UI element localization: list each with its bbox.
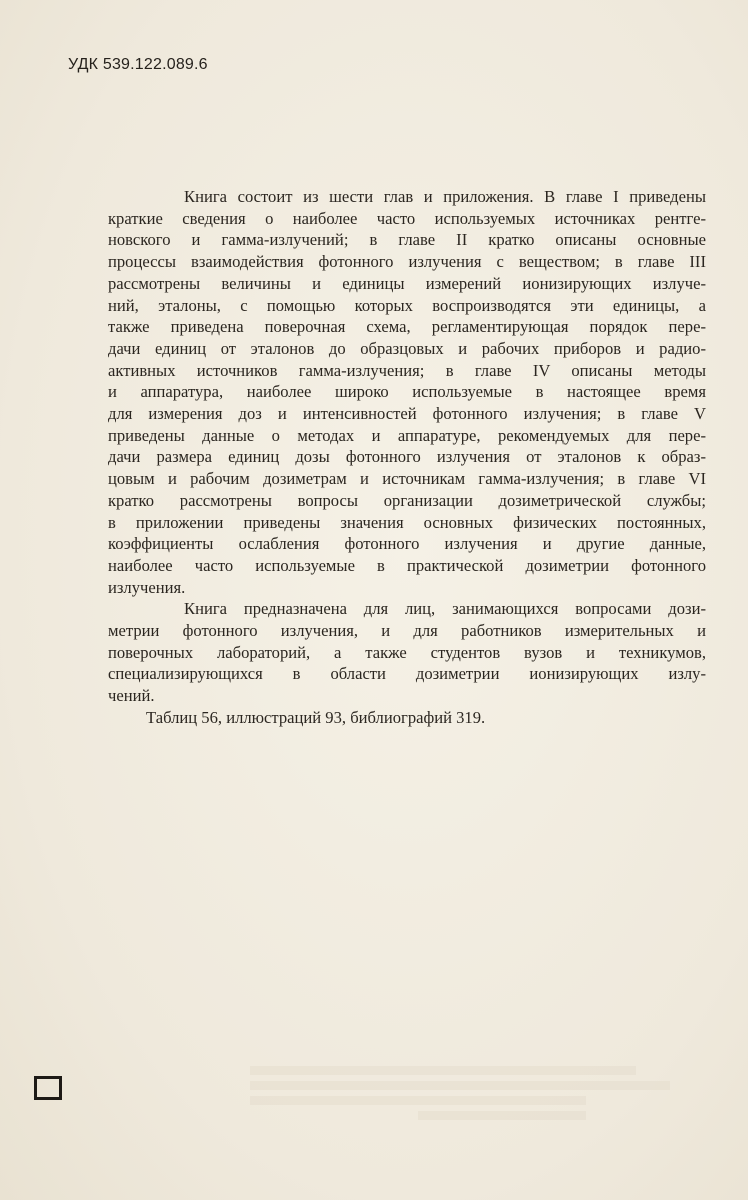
statistics-line: Таблиц 56, иллюстраций 93, библиографий 319. <box>146 707 486 727</box>
text-line: также приведена поверочная схема, регламентирующая порядок пере- <box>108 317 706 337</box>
text-line: чений. <box>108 686 155 706</box>
text-line: приведены данные о методах и аппаратуре, рекомендуемых для пере- <box>108 425 706 445</box>
text-line: поверочных лабораторий, а также студентов вузов и техникумов, <box>108 642 706 662</box>
text-line: ний, эталоны, с помощью которых воспроизводятся эти единицы, а <box>108 295 706 315</box>
text-line: метрии фотонного излучения, и для работников измерительных и <box>108 621 706 641</box>
show-through-imprint <box>250 1060 670 1150</box>
text-line: новского и гамма-излучений; в главе II кратко описаны основные <box>108 230 706 250</box>
text-line: наиболее часто используемые в практической дозиметрии фотонного <box>108 555 706 575</box>
text-line: излучения. <box>108 577 186 597</box>
text-line: краткие сведения о наиболее часто используемых источниках рентге- <box>108 208 706 228</box>
text-line: рассмотрены величины и единицы измерений ионизирующих излуче- <box>108 273 706 293</box>
text-line: цовым и рабочим дозиметрам и источникам гамма-излучения; в главе VI <box>108 469 706 489</box>
text-line: дачи размера единиц дозы фотонного излучения от эталонов к образ- <box>108 447 706 467</box>
text-line: Книга предназначена для лиц, занимающихся вопросами дози- <box>184 599 706 619</box>
show-through-stamp <box>598 0 748 60</box>
text-line: процессы взаимодействия фотонного излучения с веществом; в главе III <box>108 252 706 272</box>
text-line: специализирующихся в области дозиметрии ионизирующих излу- <box>108 664 706 684</box>
text-line: кратко рассмотрены вопросы организации дозиметрической службы; <box>108 490 706 510</box>
text-line: активных источников гамма-излучения; в главе IV описаны методы <box>108 360 706 380</box>
text-line: дачи единиц от эталонов до образцовых и рабочих приборов и радио- <box>108 338 706 358</box>
text-line: в приложении приведены значения основных физических постоянных, <box>108 512 706 532</box>
text-line: для измерения доз и интенсивностей фотонного излучения; в главе V <box>108 404 706 424</box>
text-line: и аппаратура, наиболее широко используемые в настоящее время <box>108 382 706 402</box>
abstract <box>108 186 706 729</box>
square-printer-mark <box>34 1076 62 1100</box>
abstract-paragraph-1 <box>108 186 706 598</box>
text-line: коэффициенты ослабления фотонного излучения и другие данные, <box>108 534 706 554</box>
abstract-paragraph-2 <box>108 598 706 707</box>
text-line: Книга состоит из шести глав и приложения. В главе I приведены <box>184 187 706 206</box>
udc-code: УДК 539.122.089.6 <box>68 56 208 73</box>
